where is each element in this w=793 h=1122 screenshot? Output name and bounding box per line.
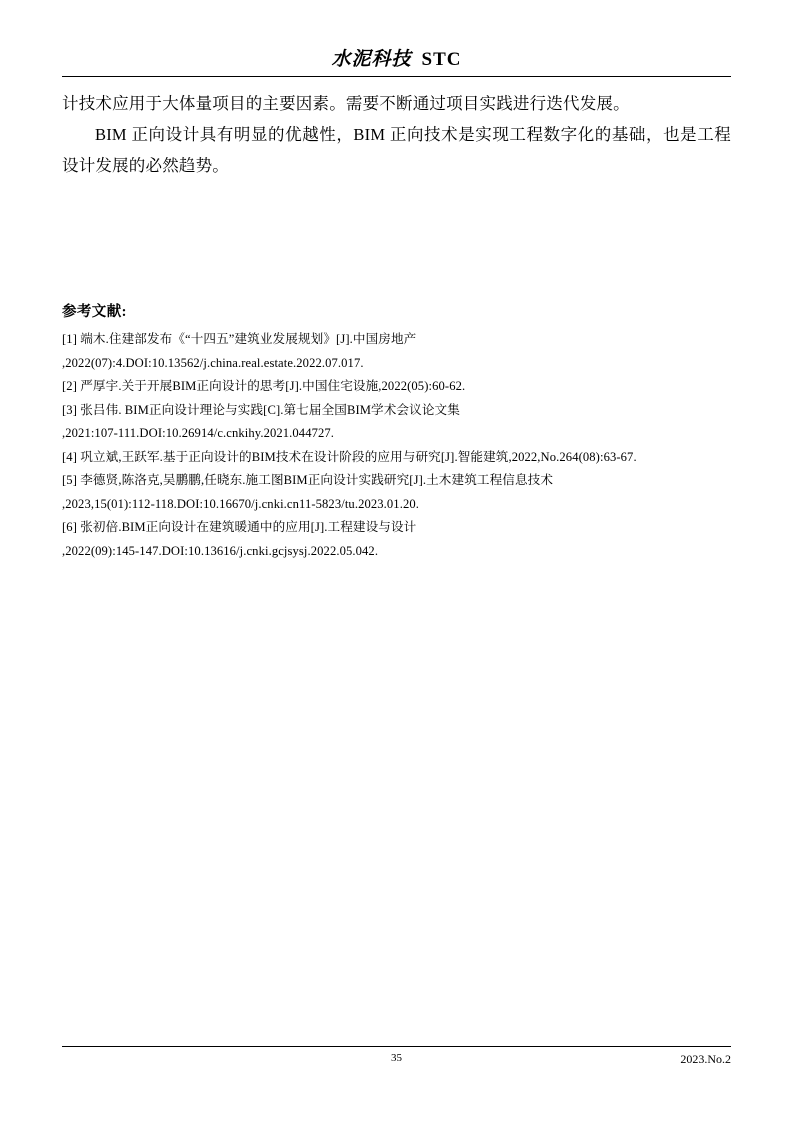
journal-title-cn: 水泥科技	[331, 49, 412, 70]
body-text	[62, 88, 731, 181]
reference-line: [3] 张吕伟. BIM正向设计理论与实践[C].第七届全国BIM学术会议论文集	[62, 402, 460, 417]
reference-line: [1] 端木.住建部发布《“十四五”建筑业发展规划》[J].中国房地产	[62, 332, 417, 346]
journal-title	[332, 44, 462, 71]
header-divider	[62, 76, 731, 77]
reference-line: ,2023,15(01):112-118.DOI:10.16670/j.cnki.cn11-5823/tu.2023.01.20.	[62, 496, 419, 511]
references-section	[62, 300, 731, 563]
reference-line: [4] 巩立斌,王跃军.基于正向设计的BIM技术在设计阶段的应用与研究[J].智能建筑,2022,No.264(08):63-67.	[62, 449, 637, 464]
page-footer	[62, 1052, 731, 1072]
page-number: 35	[391, 1052, 402, 1064]
reference-line: [2] 严厚宇.关于开展BIM正向设计的思考[J].中国住宅设施,2022(05):60-62.	[62, 379, 466, 393]
reference-line: ,2022(07):4.DOI:10.13562/j.china.real.estate.2022.07.017.	[62, 355, 364, 370]
reference-line: [6] 张初倍.BIM正向设计在建筑暖通中的应用[J].工程建设与设计	[62, 520, 417, 534]
reference-line: ,2022(09):145-147.DOI:10.13616/j.cnki.gcjsysj.2022.05.042.	[62, 543, 379, 558]
journal-title-en: STC	[421, 49, 462, 70]
reference-line: [5] 李德贤,陈洛克,吴鹏鹏,任晓东.施工图BIM正向设计实践研究[J].土木建筑工程信息技术	[62, 473, 554, 487]
reference-line: ,2021:107-111.DOI:10.26914/c.cnkihy.2021.044727.	[62, 426, 335, 440]
references-title: 参考文献:	[62, 304, 127, 320]
paragraph: BIM 正向设计具有明显的优越性，BIM 正向技术是实现工程数字化的基础，也是工程设计发展的必然趋势。	[62, 125, 731, 175]
issue-label: 2023.No.2	[680, 1052, 731, 1066]
page-header	[62, 44, 731, 71]
footer-divider	[62, 1046, 731, 1047]
paragraph: 计技术应用于大体量项目的主要因素。需要不断通过项目实践进行迭代发展。	[62, 94, 630, 113]
